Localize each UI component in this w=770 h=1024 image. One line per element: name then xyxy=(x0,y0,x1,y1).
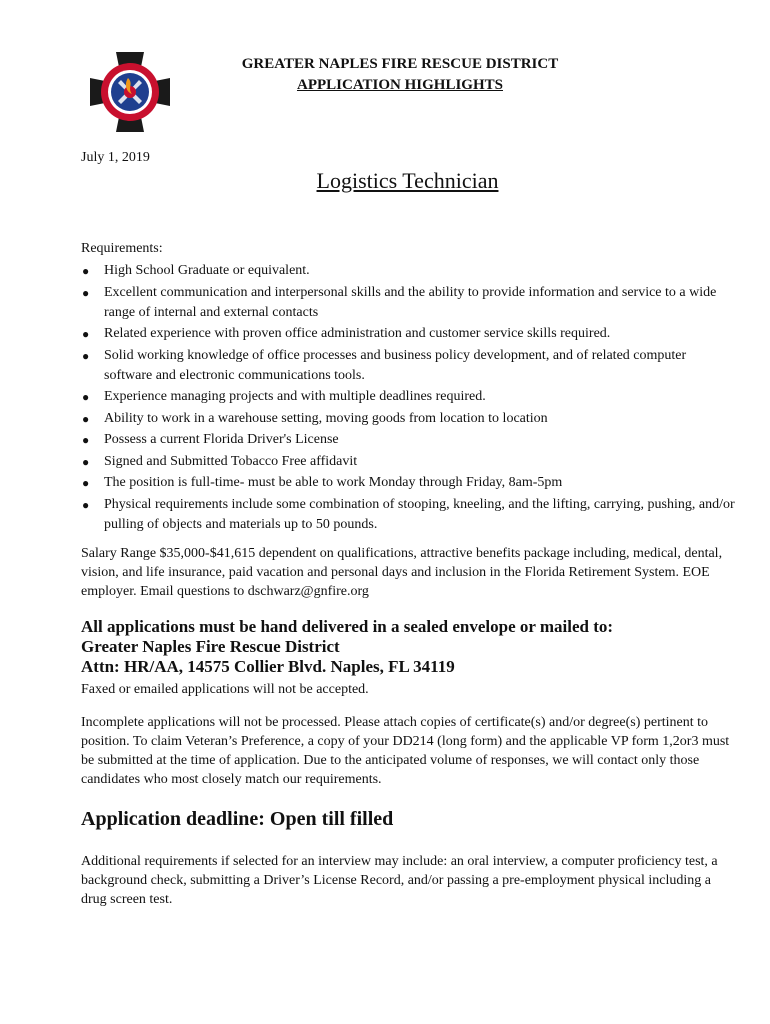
application-deadline: Application deadline: Open till filled xyxy=(81,808,394,830)
requirement-text: Physical requirements include some combination of stooping, kneeling, and the lifting, carrying, pushing, and/or pulling of objects and materials up to 50 pounds. xyxy=(104,496,735,532)
bullet-icon: ● xyxy=(82,285,90,300)
application-highlights-subtitle: APPLICATION HIGHLIGHTS xyxy=(296,77,503,93)
requirement-text: Related experience with proven office administration and customer service skills required. xyxy=(104,326,611,341)
mailing-org-name: Greater Naples Fire Rescue District xyxy=(81,637,340,656)
bullet-icon: ● xyxy=(82,327,90,341)
requirement-text: Excellent communication and interpersonal skills and the ability to provide information and service to a wide range of internal and external contacts xyxy=(104,284,717,320)
list-item xyxy=(81,324,737,344)
requirement-text: Experience managing projects and with multiple deadlines required. xyxy=(104,389,486,404)
bullet-icon: ● xyxy=(82,454,90,469)
list-item xyxy=(81,473,737,493)
list-item xyxy=(81,409,737,429)
requirement-text: Signed and Submitted Tobacco Free affidavit xyxy=(104,453,358,469)
requirement-text: High School Graduate or equivalent. xyxy=(104,263,310,278)
list-item xyxy=(81,261,737,281)
bullet-icon: ● xyxy=(82,348,90,363)
list-item xyxy=(81,430,737,450)
posting-date: July 1, 2019 xyxy=(81,150,150,165)
list-item xyxy=(81,283,737,323)
requirements-label: Requirements: xyxy=(81,241,163,256)
bullet-icon: ● xyxy=(82,433,90,447)
requirement-text: Solid working knowledge of office processes and business policy development, and of related computer software and electronic communications tools. xyxy=(104,347,687,383)
bullet-icon: ● xyxy=(82,264,90,278)
list-item xyxy=(81,452,737,472)
job-title: Logistics Technician xyxy=(316,168,499,193)
mailing-instruction-line: All applications must be hand delivered in a sealed envelope or mailed to: xyxy=(81,617,614,636)
bullet-icon: ● xyxy=(82,390,90,404)
salary-paragraph: Salary Range $35,000-$41,615 dependent on qualifications, attractive benefits package including, medical, dental, vision, and life insurance, paid vacation and personal days and inclusion in the Florida Retirement System. EOE employer. Email questions to dschwarz@gnfire.org xyxy=(81,546,723,599)
list-item xyxy=(81,495,737,535)
incomplete-applications-paragraph: Incomplete applications will not be processed. Please attach copies of certificate(s) and/or degree(s) pertinent to position. To claim Veteran’s Preference, a copy of your DD214 (long form) and the applicable VP form 1,2or3 must be submitted at the time of application. Due to the anticipated volume of responses, we will contact only those candidates who most closely match our requirements. xyxy=(81,715,730,787)
requirement-text: Ability to work in a warehouse setting, moving goods from location to location xyxy=(104,410,548,426)
requirement-text: Possess a current Florida Driver's License xyxy=(104,432,339,447)
bullet-icon: ● xyxy=(82,497,90,512)
mailing-instructions xyxy=(81,617,737,677)
requirements-list xyxy=(81,261,737,536)
additional-requirements-paragraph: Additional requirements if selected for an interview may include: an oral interview, a computer proficiency test, a background check, submitting a Driver’s License Record, and/or passing a pre-employment physical including a drug screen test. xyxy=(81,854,718,907)
mailing-address: Attn: HR/AA, 14575 Collier Blvd. Naples, FL 34119 xyxy=(81,657,455,676)
bullet-icon: ● xyxy=(82,411,90,426)
list-item xyxy=(81,387,737,407)
list-item xyxy=(81,346,737,386)
org-name-heading: GREATER NAPLES FIRE RESCUE DISTRICT xyxy=(241,56,559,72)
bullet-icon: ● xyxy=(82,476,90,490)
requirement-text: The position is full-time- must be able to work Monday through Friday, 8am-5pm xyxy=(104,475,563,490)
faxed-note: Faxed or emailed applications will not be accepted. xyxy=(81,682,369,697)
